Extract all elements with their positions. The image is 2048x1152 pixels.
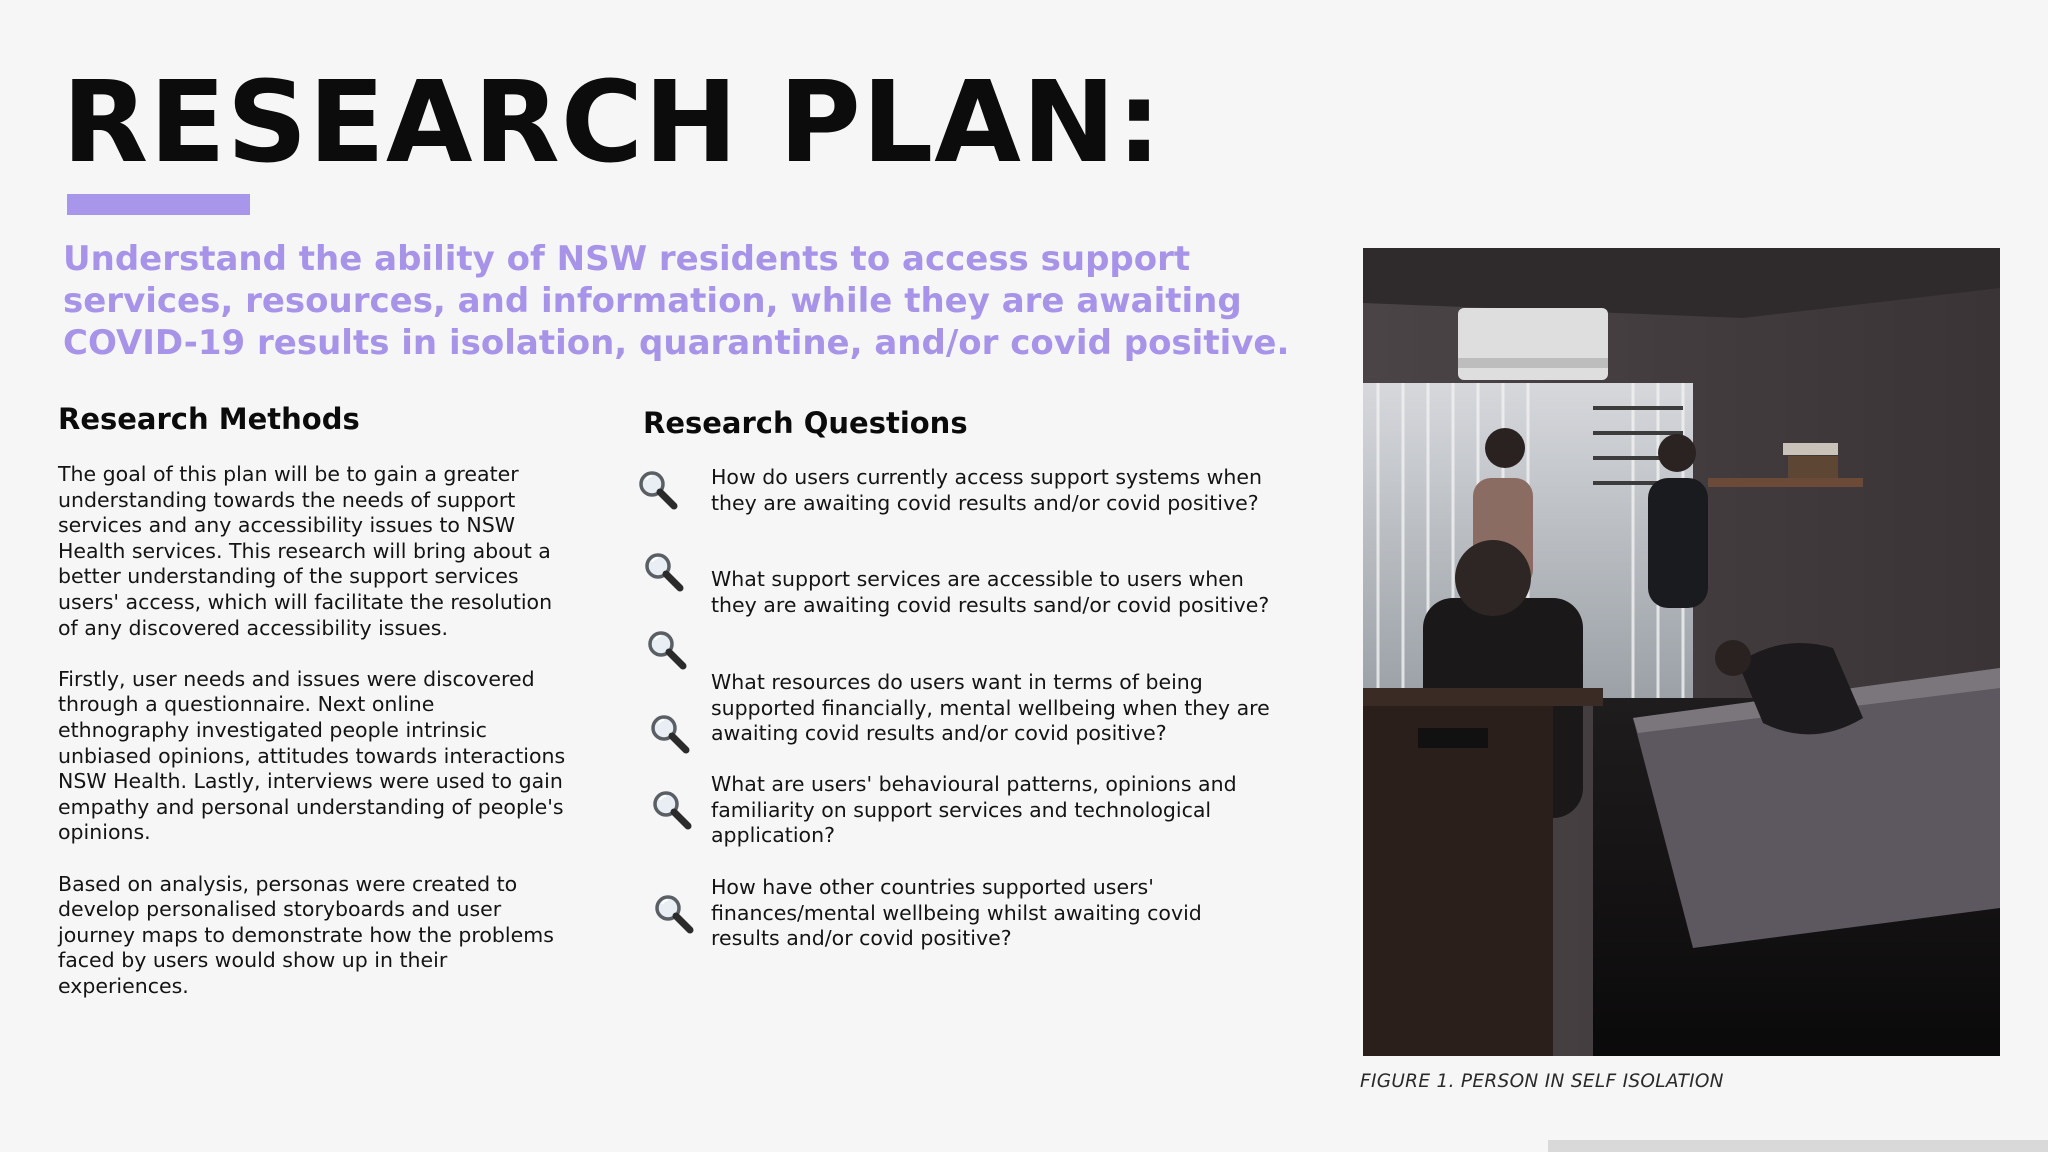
magnifying-glass-icon: [645, 628, 689, 672]
magnifying-glass-icon: [648, 712, 692, 756]
figure-caption: FIGURE 1. PERSON IN SELF ISOLATION: [1360, 1071, 1724, 1092]
magnifying-glass-icon: [650, 788, 694, 832]
magnifying-glass-icon: [642, 550, 686, 594]
methods-paragraph: The goal of this plan will be to gain a greater understanding towards the needs of support services and any accessibility issues to NSW Health services. This research will bring about a better understanding of the support services users' access, which will facilitate the resolution of any discovered accessibility issues.: [58, 462, 553, 640]
self-isolation-photo: [1363, 248, 2000, 1056]
magnifying-glass-icon: [652, 892, 696, 936]
research-question: How have other countries supported users' finances/mental wellbeing whilst awaiting covid results and/or covid positive?: [711, 875, 1202, 951]
methods-paragraph: Based on analysis, personas were created to develop personalised storyboards and user journey maps to demonstrate how the problems faced by users would show up in their experiences.: [58, 871, 554, 998]
research-questions-heading: Research Questions: [643, 406, 968, 440]
research-question: How do users currently access support systems when they are awaiting covid results and/or covid positive?: [711, 465, 1263, 515]
research-question: What resources do users want in terms of being supported financially, mental wellbeing when they are awaiting covid results and/or covid positive?: [711, 670, 1270, 746]
research-goal-subtitle: Understand the ability of NSW residents to access support services, resources, and information, while they are awaiting COVID-19 results in isolation, quarantine, and/or covid positive.: [63, 239, 1290, 363]
title-accent-bar: [67, 194, 250, 215]
research-question: What are users' behavioural patterns, opinions and familiarity on support services and technological application?: [711, 772, 1237, 848]
research-methods-heading: Research Methods: [58, 402, 360, 436]
magnifying-glass-icon: [636, 468, 680, 512]
bottom-edge-strip: [1548, 1140, 2048, 1152]
page-title: RESEARCH PLAN:: [62, 58, 1163, 188]
methods-paragraph: Firstly, user needs and issues were discovered through a questionnaire. Next online ethnography investigated people intrinsic unbiased opinions, attitudes towards interactions NSW Health. Lastly, interviews were used to gain empathy and personal understanding of people's opinions.: [58, 666, 566, 845]
research-question: What support services are accessible to users when they are awaiting covid results sand/or covid positive?: [711, 567, 1270, 617]
research-methods-body: [58, 462, 568, 1025]
